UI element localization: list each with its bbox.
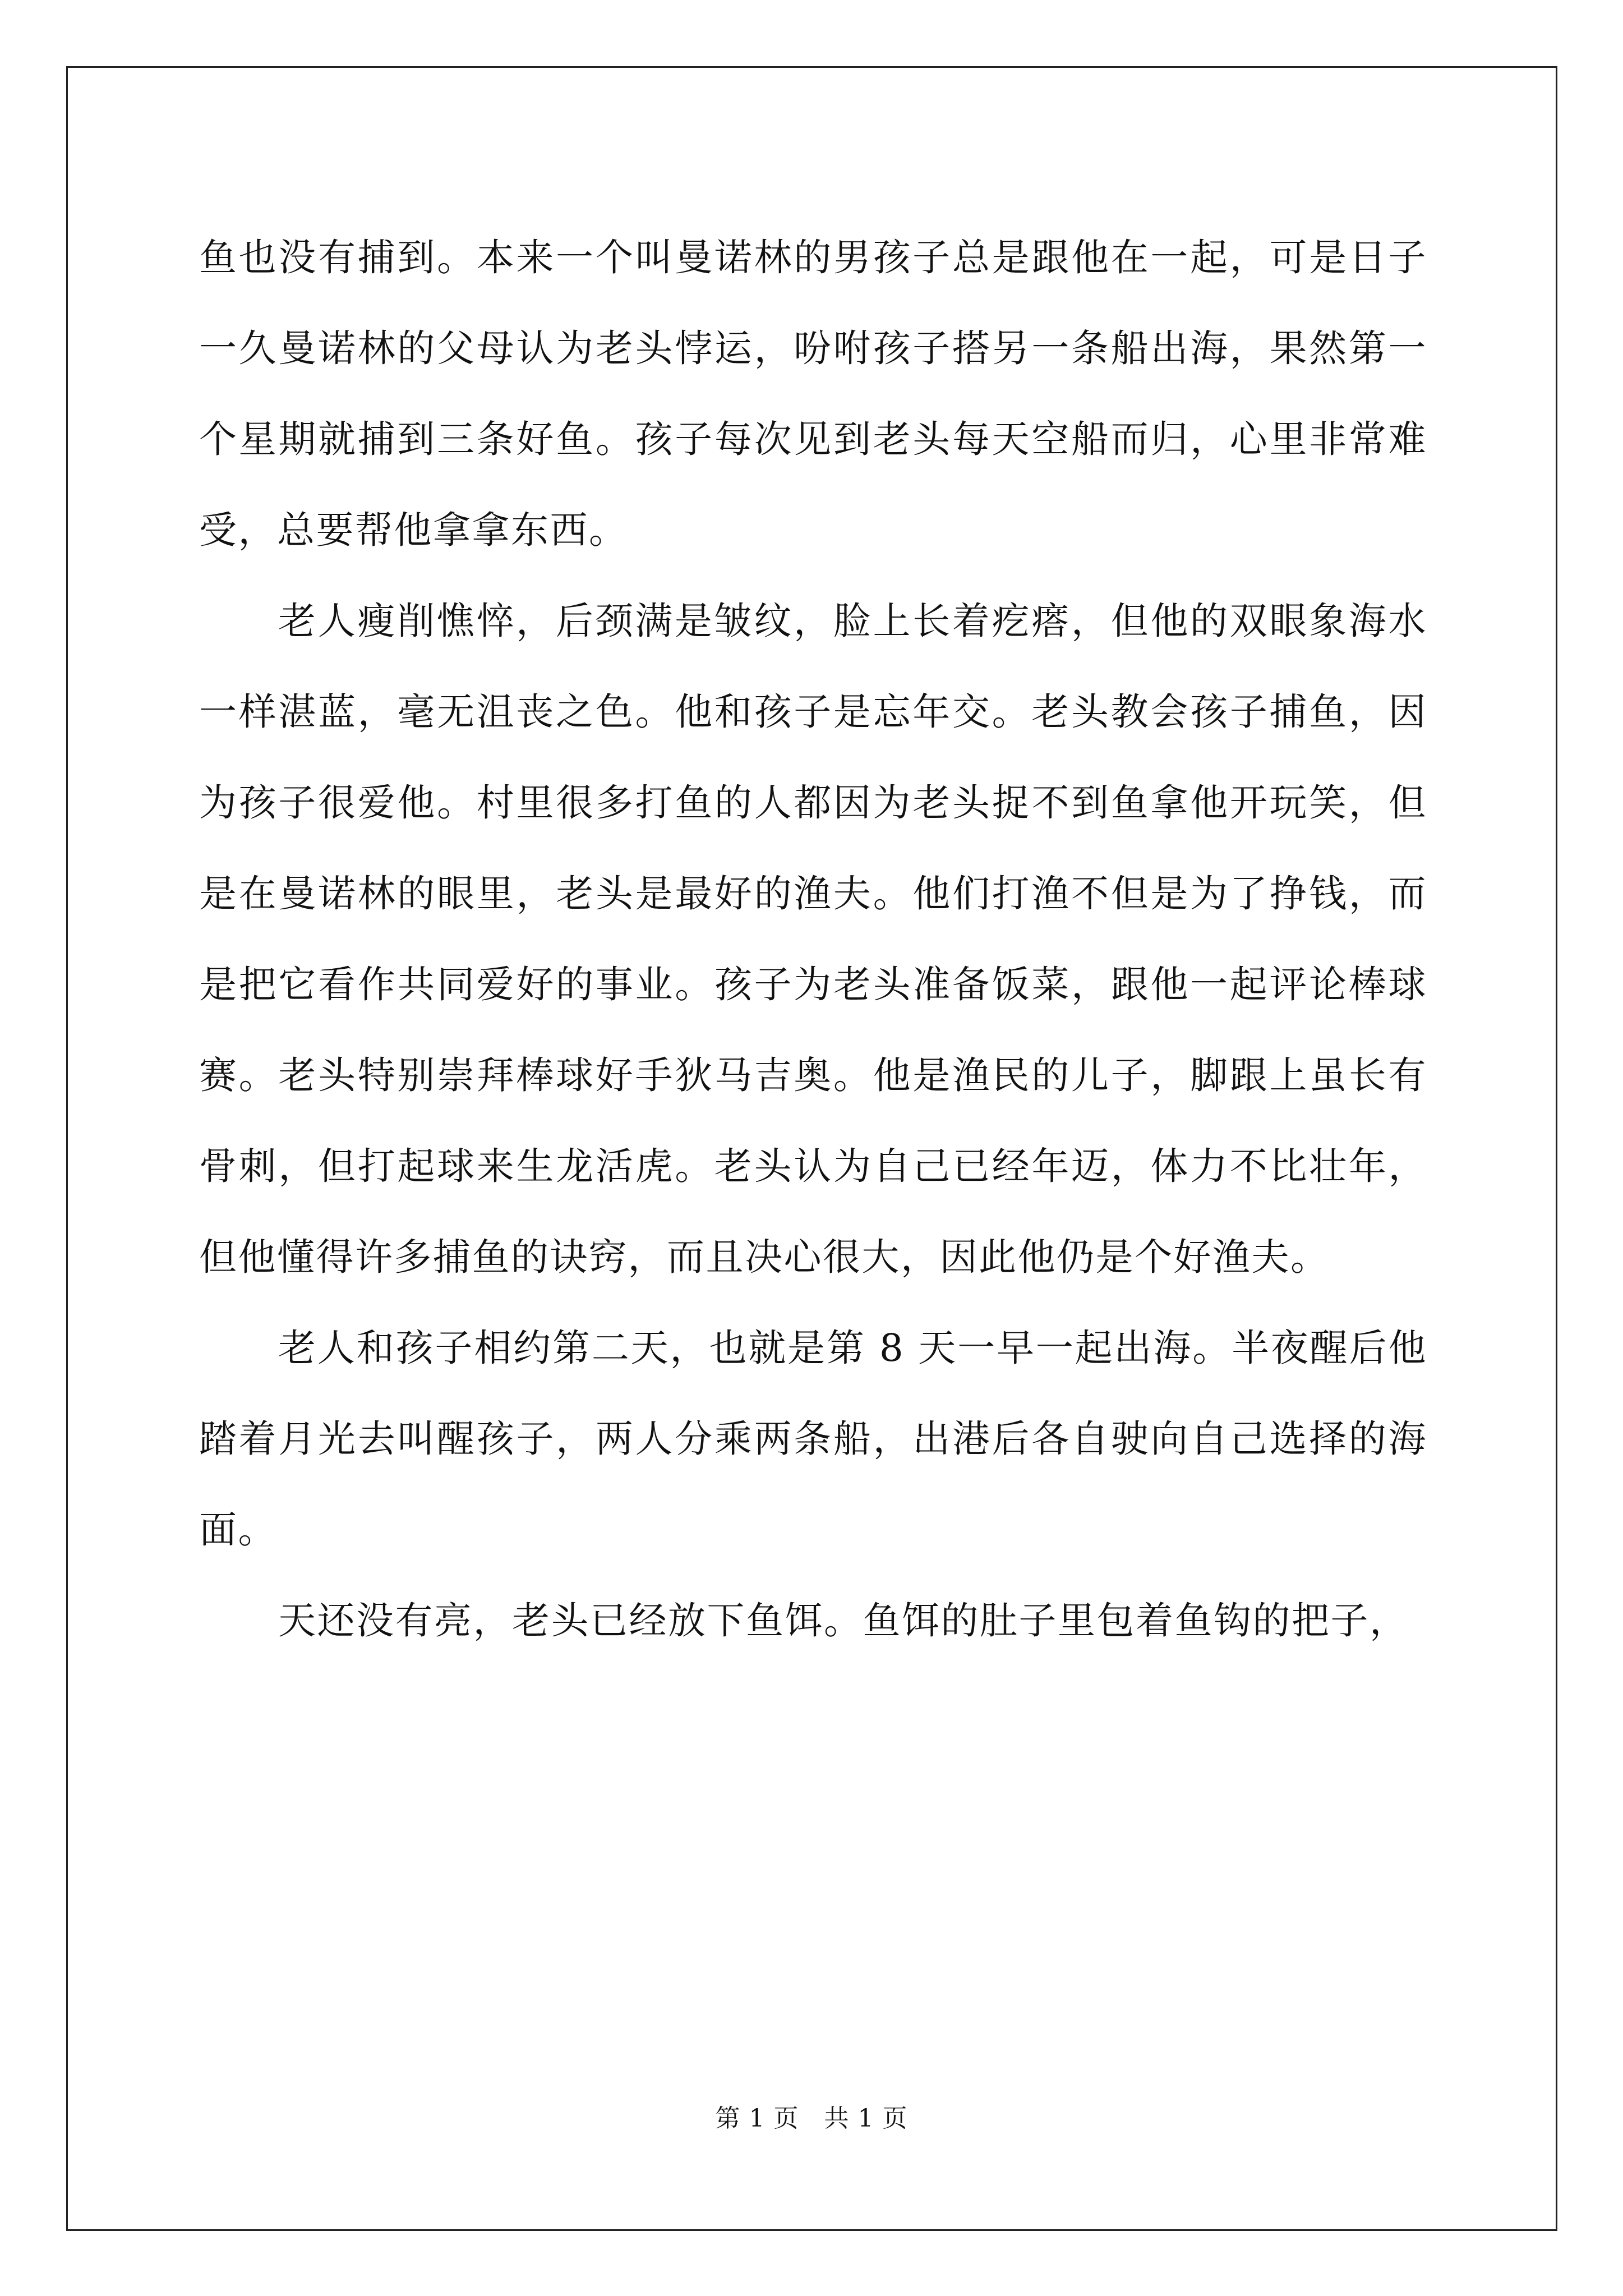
paragraph-1: 鱼也没有捕到。本来一个叫曼诺林的男孩子总是跟他在一起，可是日子一久曼诺林的父母认为老头悖运，吩咐孩子搭另一条船出海，果然第一个星期就捕到三条好鱼。孩子每次见到老头每天空船而归，心里非常难受，总要帮他拿拿东西。: [199, 236, 1427, 552]
paragraph-4: 天还没有亮，老头已经放下鱼饵。鱼饵的肚子里包着鱼钩的把子，: [278, 1599, 1409, 1642]
page-number-label: 第 1 页 共 1 页: [715, 2104, 908, 2133]
paragraph-2: 老人瘦削憔悴，后颈满是皱纹，脸上长着疙瘩，但他的双眼象海水一样湛蓝，毫无沮丧之色。他和孩子是忘年交。老头教会孩子捕鱼，因为孩子很爱他。村里很多打鱼的人都因为老头捉不到鱼拿他开玩笑，但是在曼诺林的眼里，老头是最好的渔夫。他们打渔不但是为了挣钱，而是把它看作共同爱好的事业。孩子为老头准备饭菜，跟他一起评论棒球赛。老头特别崇拜棒球好手狄马吉奥。他是渔民的儿子，脚跟上虽长有骨刺，但打起球来生龙活虎。老头认为自己已经年迈，体力不比壮年，但他懂得许多捕鱼的诀窍，而且决心很大，因此他仍是个好渔夫。: [199, 599, 1427, 1279]
paragraph-3: 老人和孩子相约第二天，也就是第 8 天一早一起出海。半夜醒后他踏着月光去叫醒孩子，两人分乘两条船，出港后各自驶向自己选择的海面。: [199, 1326, 1427, 1552]
page-footer: [0, 2098, 1623, 2134]
document-body: [199, 212, 1427, 1666]
